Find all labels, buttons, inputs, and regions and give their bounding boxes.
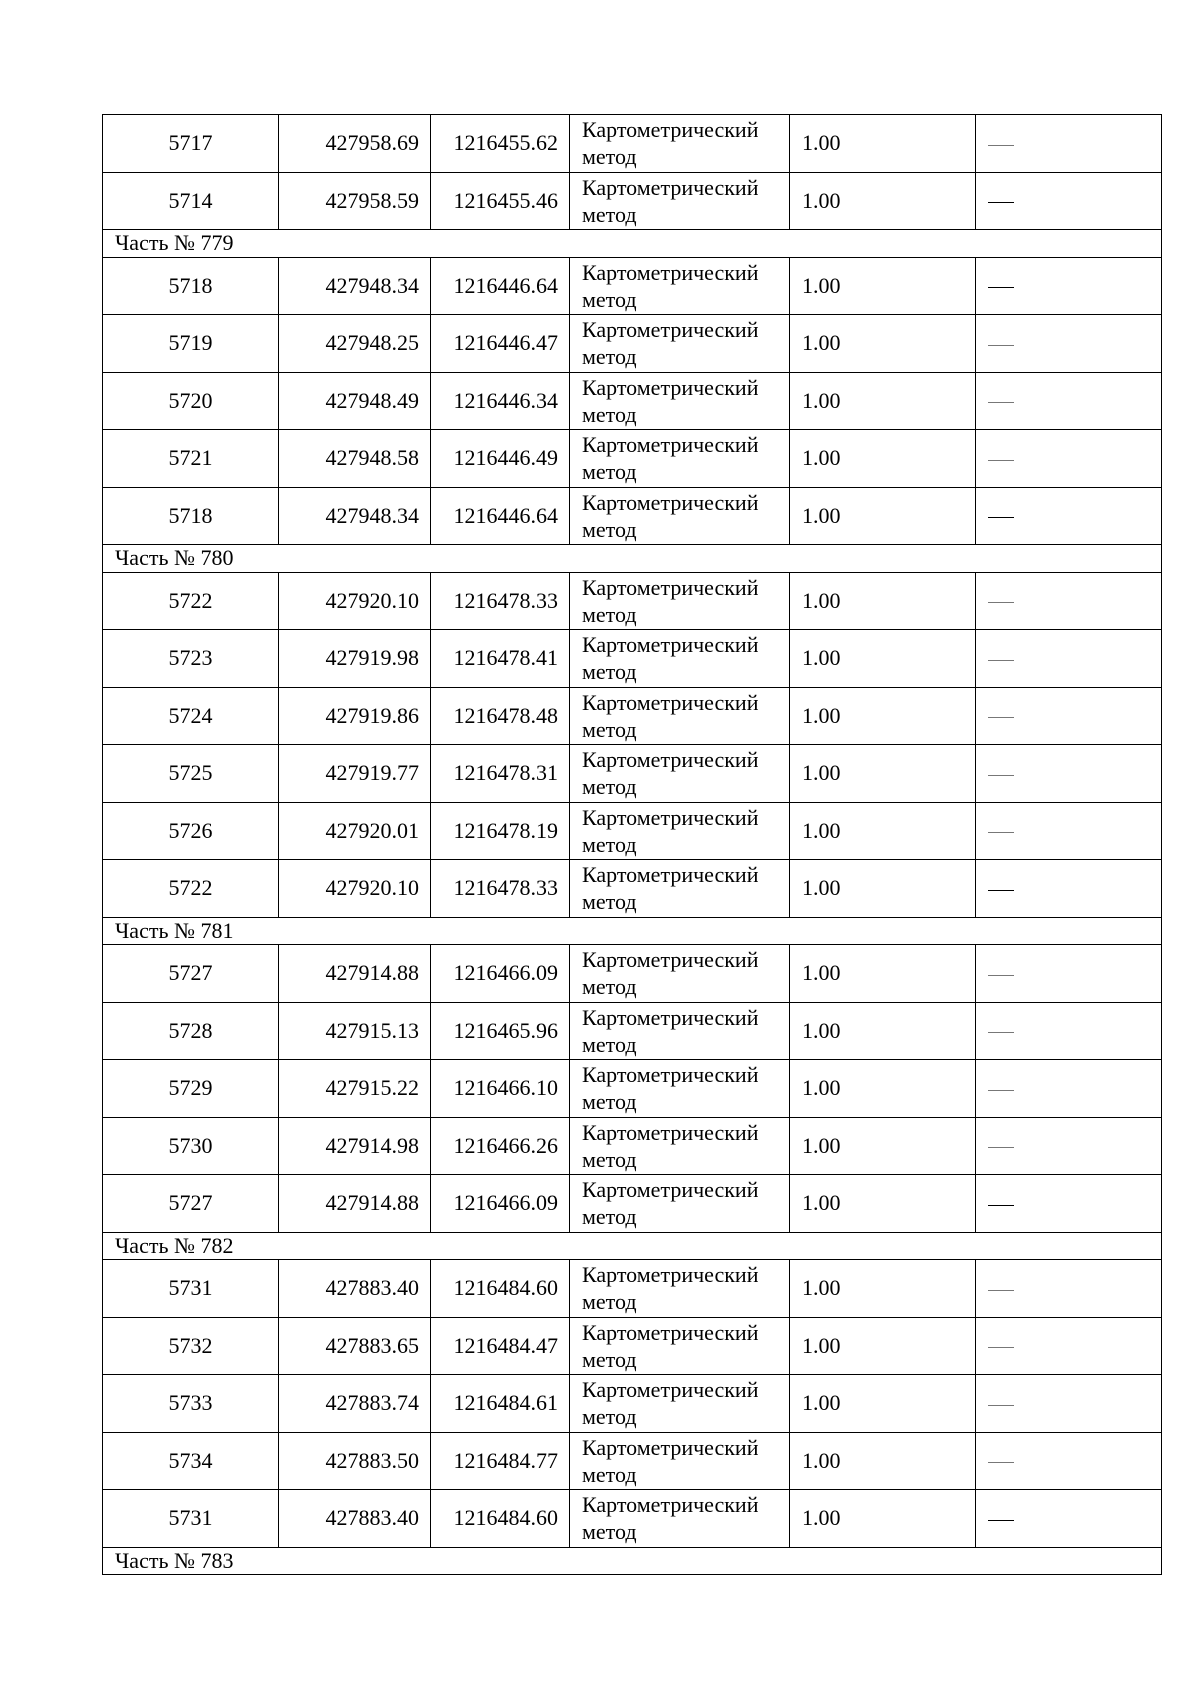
point-number: 5724 [103, 687, 279, 745]
point-number: 5718 [103, 257, 279, 315]
method-text-line: метод [582, 516, 637, 542]
method-text-line: Картометрический [582, 947, 759, 972]
coordinate-y: 1216478.31 [431, 745, 570, 803]
table-row [103, 372, 1162, 430]
dash-mark [988, 1520, 1014, 1521]
note-text [1014, 330, 1015, 331]
coordinate-y: 1216478.48 [431, 687, 570, 745]
dash-mark [988, 1147, 1014, 1148]
method-text-line: Картометрический [582, 1119, 759, 1145]
determination-method [570, 172, 790, 230]
coordinate-x: 427920.10 [279, 860, 431, 918]
point-number: 5725 [103, 745, 279, 803]
coordinate-y: 1216446.49 [431, 430, 570, 488]
method-text-line: Картометрический [582, 259, 759, 285]
note-cell [976, 315, 1162, 373]
dash-mark [988, 145, 1014, 146]
accuracy-value: 1.00 [790, 1490, 976, 1548]
point-number: 5731 [103, 1490, 279, 1548]
accuracy-value: 1.00 [790, 1375, 976, 1433]
coordinate-x: 427883.74 [279, 1375, 431, 1433]
note-text [1014, 388, 1015, 389]
table-row [103, 1375, 1162, 1433]
note-cell [976, 1375, 1162, 1433]
method-text-line: метод [582, 1289, 637, 1314]
accuracy-value: 1.00 [790, 115, 976, 173]
dash-mark [988, 1032, 1014, 1033]
coordinate-x: 427914.88 [279, 945, 431, 1003]
point-number: 5734 [103, 1432, 279, 1490]
coordinate-x: 427915.22 [279, 1060, 431, 1118]
coordinate-y: 1216446.34 [431, 372, 570, 430]
note-text [1014, 1133, 1015, 1134]
coordinate-x: 427948.49 [279, 372, 431, 430]
note-text [1014, 703, 1015, 704]
method-text-line: метод [582, 286, 637, 312]
accuracy-value: 1.00 [790, 1060, 976, 1118]
accuracy-value: 1.00 [790, 372, 976, 430]
table-row [103, 257, 1162, 315]
part-label: Часть № 779 [103, 230, 1162, 258]
method-text-line: метод [582, 601, 637, 627]
coordinate-x: 427920.10 [279, 572, 431, 630]
method-text-line: Картометрический [582, 1434, 759, 1460]
determination-method [570, 487, 790, 545]
note-text [1014, 273, 1015, 274]
table-row [103, 1317, 1162, 1375]
coordinate-y: 1216478.33 [431, 572, 570, 630]
accuracy-value: 1.00 [790, 687, 976, 745]
determination-method [570, 1432, 790, 1490]
coordinate-y: 1216466.10 [431, 1060, 570, 1118]
note-text [1014, 875, 1015, 876]
note-text [1014, 1333, 1015, 1334]
note-cell [976, 687, 1162, 745]
accuracy-value: 1.00 [790, 1117, 976, 1175]
note-cell [976, 745, 1162, 803]
point-number: 5729 [103, 1060, 279, 1118]
note-cell [976, 487, 1162, 545]
point-number: 5720 [103, 372, 279, 430]
note-text [1014, 760, 1015, 761]
accuracy-value: 1.00 [790, 1260, 976, 1318]
method-text-line: метод [582, 1404, 637, 1429]
dash-mark [988, 1205, 1014, 1206]
determination-method [570, 257, 790, 315]
point-number: 5727 [103, 1175, 279, 1233]
table-row [103, 1002, 1162, 1060]
determination-method [570, 430, 790, 488]
table-row [103, 1175, 1162, 1233]
method-text-line: метод [582, 144, 637, 169]
determination-method [570, 945, 790, 1003]
note-text [1014, 503, 1015, 504]
determination-method [570, 1375, 790, 1433]
method-text-line: Картометрический [582, 1004, 759, 1030]
table-row [103, 687, 1162, 745]
coordinate-y: 1216484.60 [431, 1260, 570, 1318]
note-cell [976, 430, 1162, 488]
coordinate-x: 427958.59 [279, 172, 431, 230]
method-text-line: метод [582, 1204, 637, 1229]
point-number: 5714 [103, 172, 279, 230]
determination-method [570, 802, 790, 860]
accuracy-value: 1.00 [790, 172, 976, 230]
coordinate-y: 1216466.26 [431, 1117, 570, 1175]
table-row [103, 630, 1162, 688]
accuracy-value: 1.00 [790, 1175, 976, 1233]
determination-method [570, 1175, 790, 1233]
determination-method [570, 1060, 790, 1118]
coordinate-y: 1216446.47 [431, 315, 570, 373]
coordinate-x: 427915.13 [279, 1002, 431, 1060]
accuracy-value: 1.00 [790, 630, 976, 688]
note-cell [976, 1117, 1162, 1175]
accuracy-value: 1.00 [790, 860, 976, 918]
note-cell [976, 1175, 1162, 1233]
dash-mark [988, 775, 1014, 776]
note-text [1014, 188, 1015, 189]
method-text-line: метод [582, 1346, 637, 1372]
note-cell [976, 1432, 1162, 1490]
table-row [103, 115, 1162, 173]
dash-mark [988, 1290, 1014, 1291]
point-number: 5732 [103, 1317, 279, 1375]
method-text-line: Картометрический [582, 1177, 759, 1202]
point-number: 5719 [103, 315, 279, 373]
dash-mark [988, 1405, 1014, 1406]
dash-mark [988, 517, 1014, 518]
table-row [103, 945, 1162, 1003]
method-text-line: метод [582, 716, 637, 742]
coordinate-x: 427948.34 [279, 257, 431, 315]
note-text [1014, 130, 1015, 131]
table-row [103, 860, 1162, 918]
note-text [1014, 1275, 1015, 1276]
coordinate-y: 1216484.47 [431, 1317, 570, 1375]
coordinates-table [102, 114, 1162, 1575]
method-text-line: Картометрический [582, 317, 759, 342]
determination-method [570, 1117, 790, 1175]
part-header-row [103, 1232, 1162, 1260]
note-cell [976, 172, 1162, 230]
note-text [1014, 1075, 1015, 1076]
note-cell [976, 115, 1162, 173]
table-row [103, 1117, 1162, 1175]
method-text-line: метод [582, 1146, 637, 1172]
coordinate-y: 1216455.46 [431, 172, 570, 230]
note-cell [976, 257, 1162, 315]
method-text-line: Картометрический [582, 174, 759, 200]
coordinate-x: 427883.40 [279, 1260, 431, 1318]
determination-method [570, 572, 790, 630]
method-text-line: Картометрический [582, 1262, 759, 1287]
method-text-line: метод [582, 401, 637, 427]
determination-method [570, 860, 790, 918]
coordinate-x: 427958.69 [279, 115, 431, 173]
method-text-line: метод [582, 831, 637, 857]
table-row [103, 172, 1162, 230]
coordinates-table-body [103, 115, 1162, 1575]
coordinate-x: 427883.50 [279, 1432, 431, 1490]
dash-mark [988, 1090, 1014, 1091]
coordinate-y: 1216484.77 [431, 1432, 570, 1490]
dash-mark [988, 345, 1014, 346]
table-row [103, 315, 1162, 373]
method-text-line: метод [582, 1089, 637, 1114]
method-text-line: Картометрический [582, 374, 759, 400]
note-text [1014, 445, 1015, 446]
accuracy-value: 1.00 [790, 1317, 976, 1375]
method-text-line: метод [582, 1031, 637, 1057]
coordinate-x: 427919.86 [279, 687, 431, 745]
dash-mark [988, 202, 1014, 203]
method-text-line: Картометрический [582, 689, 759, 715]
coordinate-x: 427914.98 [279, 1117, 431, 1175]
coordinate-x: 427919.77 [279, 745, 431, 803]
determination-method [570, 687, 790, 745]
note-cell [976, 1317, 1162, 1375]
table-row [103, 1060, 1162, 1118]
coordinate-x: 427948.34 [279, 487, 431, 545]
method-text-line: Картометрический [582, 747, 759, 772]
point-number: 5717 [103, 115, 279, 173]
point-number: 5721 [103, 430, 279, 488]
note-text [1014, 1190, 1015, 1191]
point-number: 5726 [103, 802, 279, 860]
note-cell [976, 572, 1162, 630]
note-text [1014, 588, 1015, 589]
note-cell [976, 1002, 1162, 1060]
note-text [1014, 960, 1015, 961]
method-text-line: Картометрический [582, 862, 759, 887]
point-number: 5722 [103, 860, 279, 918]
point-number: 5731 [103, 1260, 279, 1318]
point-number: 5727 [103, 945, 279, 1003]
dash-mark [988, 890, 1014, 891]
note-text [1014, 1505, 1015, 1506]
accuracy-value: 1.00 [790, 945, 976, 1003]
determination-method [570, 1317, 790, 1375]
dash-mark [988, 460, 1014, 461]
accuracy-value: 1.00 [790, 802, 976, 860]
note-text [1014, 1390, 1015, 1391]
accuracy-value: 1.00 [790, 487, 976, 545]
method-text-line: Картометрический [582, 632, 759, 657]
point-number: 5723 [103, 630, 279, 688]
table-row [103, 487, 1162, 545]
table-row [103, 430, 1162, 488]
coordinate-x: 427920.01 [279, 802, 431, 860]
method-text-line: метод [582, 1461, 637, 1487]
accuracy-value: 1.00 [790, 1432, 976, 1490]
method-text-line: Картометрический [582, 804, 759, 830]
method-text-line: Картометрический [582, 489, 759, 515]
table-row [103, 745, 1162, 803]
method-text-line: Картометрический [582, 432, 759, 457]
part-label: Часть № 780 [103, 545, 1162, 573]
dash-mark [988, 287, 1014, 288]
accuracy-value: 1.00 [790, 430, 976, 488]
point-number: 5718 [103, 487, 279, 545]
determination-method [570, 630, 790, 688]
point-number: 5730 [103, 1117, 279, 1175]
coordinate-y: 1216455.62 [431, 115, 570, 173]
point-number: 5733 [103, 1375, 279, 1433]
method-text-line: метод [582, 201, 637, 227]
dash-mark [988, 602, 1014, 603]
accuracy-value: 1.00 [790, 572, 976, 630]
dash-mark [988, 975, 1014, 976]
determination-method [570, 372, 790, 430]
method-text-line: Картометрический [582, 1062, 759, 1087]
coordinate-y: 1216446.64 [431, 257, 570, 315]
note-cell [976, 1060, 1162, 1118]
method-text-line: метод [582, 974, 637, 999]
part-header-row [103, 917, 1162, 945]
coordinate-x: 427883.40 [279, 1490, 431, 1548]
determination-method [570, 315, 790, 373]
dash-mark [988, 1462, 1014, 1463]
part-header-row [103, 1547, 1162, 1575]
determination-method [570, 1260, 790, 1318]
method-text-line: Картометрический [582, 1319, 759, 1345]
determination-method [570, 1002, 790, 1060]
table-row [103, 1490, 1162, 1548]
coordinate-y: 1216465.96 [431, 1002, 570, 1060]
part-header-row [103, 545, 1162, 573]
method-text-line: метод [582, 459, 637, 484]
table-row [103, 1260, 1162, 1318]
determination-method [570, 1490, 790, 1548]
table-row [103, 572, 1162, 630]
method-text-line: Картометрический [582, 574, 759, 600]
coordinate-y: 1216484.61 [431, 1375, 570, 1433]
part-label: Часть № 782 [103, 1232, 1162, 1260]
dash-mark [988, 660, 1014, 661]
note-cell [976, 802, 1162, 860]
note-cell [976, 630, 1162, 688]
note-cell [976, 372, 1162, 430]
dash-mark [988, 1347, 1014, 1348]
coordinate-y: 1216478.41 [431, 630, 570, 688]
note-text [1014, 1448, 1015, 1449]
note-text [1014, 818, 1015, 819]
coordinate-x: 427919.98 [279, 630, 431, 688]
accuracy-value: 1.00 [790, 745, 976, 803]
part-label: Часть № 783 [103, 1547, 1162, 1575]
dash-mark [988, 717, 1014, 718]
coordinate-y: 1216446.64 [431, 487, 570, 545]
table-row [103, 802, 1162, 860]
dash-mark [988, 832, 1014, 833]
method-text-line: метод [582, 344, 637, 369]
note-cell [976, 1260, 1162, 1318]
part-label: Часть № 781 [103, 917, 1162, 945]
note-cell [976, 945, 1162, 1003]
table-row [103, 1432, 1162, 1490]
method-text-line: метод [582, 889, 637, 914]
coordinate-x: 427948.58 [279, 430, 431, 488]
determination-method [570, 745, 790, 803]
note-text [1014, 1018, 1015, 1019]
coordinate-y: 1216478.19 [431, 802, 570, 860]
point-number: 5722 [103, 572, 279, 630]
coordinate-y: 1216466.09 [431, 945, 570, 1003]
method-text-line: метод [582, 774, 637, 799]
point-number: 5728 [103, 1002, 279, 1060]
accuracy-value: 1.00 [790, 257, 976, 315]
accuracy-value: 1.00 [790, 315, 976, 373]
method-text-line: Картометрический [582, 1492, 759, 1517]
coordinate-x: 427948.25 [279, 315, 431, 373]
note-cell [976, 860, 1162, 918]
part-header-row [103, 230, 1162, 258]
note-text [1014, 645, 1015, 646]
method-text-line: Картометрический [582, 117, 759, 142]
coordinate-x: 427883.65 [279, 1317, 431, 1375]
coordinate-y: 1216484.60 [431, 1490, 570, 1548]
method-text-line: метод [582, 1519, 637, 1544]
accuracy-value: 1.00 [790, 1002, 976, 1060]
coordinate-y: 1216466.09 [431, 1175, 570, 1233]
method-text-line: Картометрический [582, 1377, 759, 1402]
determination-method [570, 115, 790, 173]
coordinate-y: 1216478.33 [431, 860, 570, 918]
note-cell [976, 1490, 1162, 1548]
dash-mark [988, 402, 1014, 403]
method-text-line: метод [582, 659, 637, 684]
coordinate-x: 427914.88 [279, 1175, 431, 1233]
